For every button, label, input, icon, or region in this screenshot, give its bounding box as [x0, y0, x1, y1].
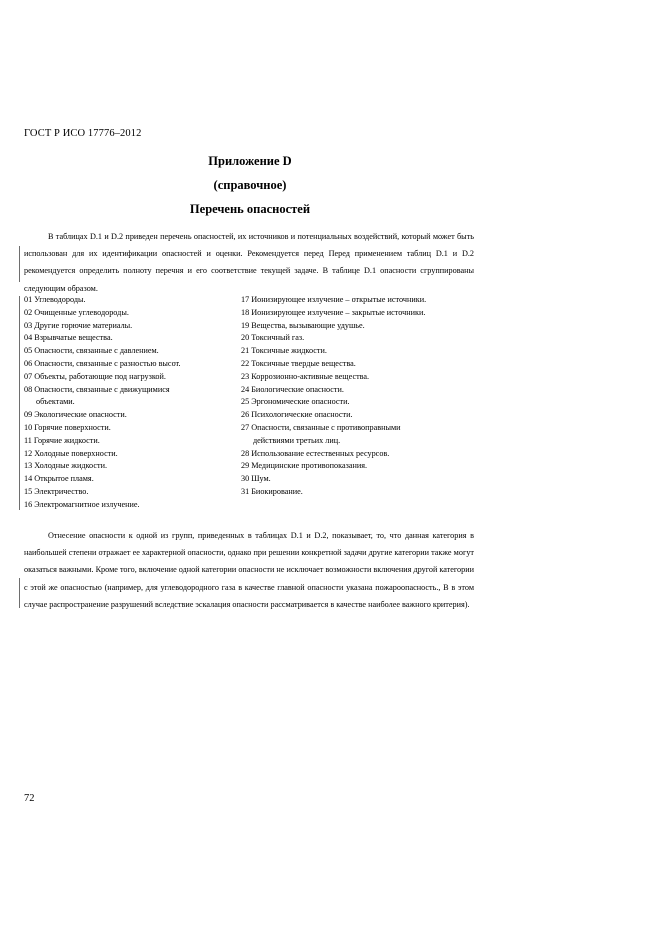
list-item: 20 Токсичный газ.: [241, 333, 305, 343]
list-item: 03 Другие горючие материалы.: [24, 320, 133, 330]
list-item: 30 Шум.: [241, 474, 271, 484]
list-item: 11 Горячие жидкости.: [24, 435, 100, 445]
list-item: 18 Ионизирующее излучение – закрытые источники.: [241, 307, 426, 317]
list-item: 09 Экологические опасности.: [24, 410, 127, 420]
page-number: 72: [24, 793, 35, 804]
classification-paragraph: [24, 527, 474, 613]
list-item: 10 Горячие поверхности.: [24, 422, 111, 432]
revision-bar: [19, 296, 20, 510]
list-item: 31 Биокирование.: [241, 486, 303, 496]
list-item: 28 Использование естественных ресурсов.: [241, 448, 390, 458]
list-item: 07 Объекты, работающие под нагрузкой.: [24, 371, 166, 381]
list-item: 08 Опасности, связанные с движущимися: [24, 384, 170, 394]
list-item: 29 Медицинские противопоказания.: [241, 461, 368, 471]
list-item: 25 Эргономические опасности.: [241, 397, 350, 407]
list-item: 21 Токсичные жидкости.: [241, 346, 327, 356]
list-item: действиями третьих лиц.: [253, 435, 341, 445]
intro-paragraph-text: В таблицах D.1 и D.2 приведен перечень опасностей, их источников и потенциальных воздействий, который может быть использован для их идентификации опасностей и оценки. Рекомендуется перед Перед применением таблиц D.1 и D.2 рекомендуется определить полноту перечня и его соответствие текущей задаче. В таблице D.1 опасности сгруппированы следующим образом.: [24, 232, 474, 293]
appendix-kind: (справочное): [213, 178, 287, 192]
list-item: 01 Углеводороды.: [24, 295, 86, 304]
list-item: 27 Опасности, связанные с противоправными: [241, 422, 401, 432]
list-item: 26 Психологические опасности.: [241, 410, 353, 420]
list-item: 17 Ионизирующее излучение – открытые источники.: [241, 295, 427, 304]
list-item: 05 Опасности, связанные с давлением.: [24, 346, 159, 356]
intro-paragraph: [24, 228, 474, 297]
list-item: 23 Коррозионно-активные вещества.: [241, 371, 370, 381]
list-item: 15 Электричество.: [24, 486, 89, 496]
document-code: ГОСТ Р ИСО 17776–2012: [24, 128, 142, 139]
classification-paragraph-text: Отнесение опасности к одной из групп, приведенных в таблицах D.1 и D.2, показывает, то, что данная категория в наибольшей степени отражает ее характерной опасности, однако при решении конкретной задачи другие категории также могут оказаться важными. Кроме того, включение одной категории опасности не исключает возможности включения другой категории с этой же опасностью (например, для углеводородного газа в качестве главной опасности указана пожароопасность., В в этом случае распространение разрушений вследствие эскалация опасности рассматривается в качестве наиболее важного критерия).: [24, 531, 475, 609]
list-item: объектами.: [36, 397, 75, 407]
hazard-list-right: [241, 294, 471, 499]
list-item: 02 Очищенные углеводороды.: [24, 307, 129, 317]
list-item: 16 Электромагнитное излучение.: [24, 499, 140, 509]
list-item: 19 Вещества, вызывающие удушье.: [241, 320, 365, 330]
list-item: 22 Токсичные твердые вещества.: [241, 358, 356, 368]
revision-bar: [19, 246, 20, 282]
list-item: 06 Опасности, связанные с разностью высот.: [24, 358, 181, 368]
appendix-name: Перечень опасностей: [189, 202, 311, 216]
hazard-list-left: [24, 294, 234, 512]
list-item: 04 Взрывчатые вещества.: [24, 333, 113, 343]
list-item: 13 Холодные жидкости.: [24, 461, 107, 471]
list-item: 14 Открытое пламя.: [24, 474, 94, 484]
list-item: 12 Холодные поверхности.: [24, 448, 118, 458]
list-item: 24 Биологические опасности.: [241, 384, 344, 394]
appendix-title: Приложение D: [208, 154, 292, 168]
revision-bar: [19, 578, 20, 608]
